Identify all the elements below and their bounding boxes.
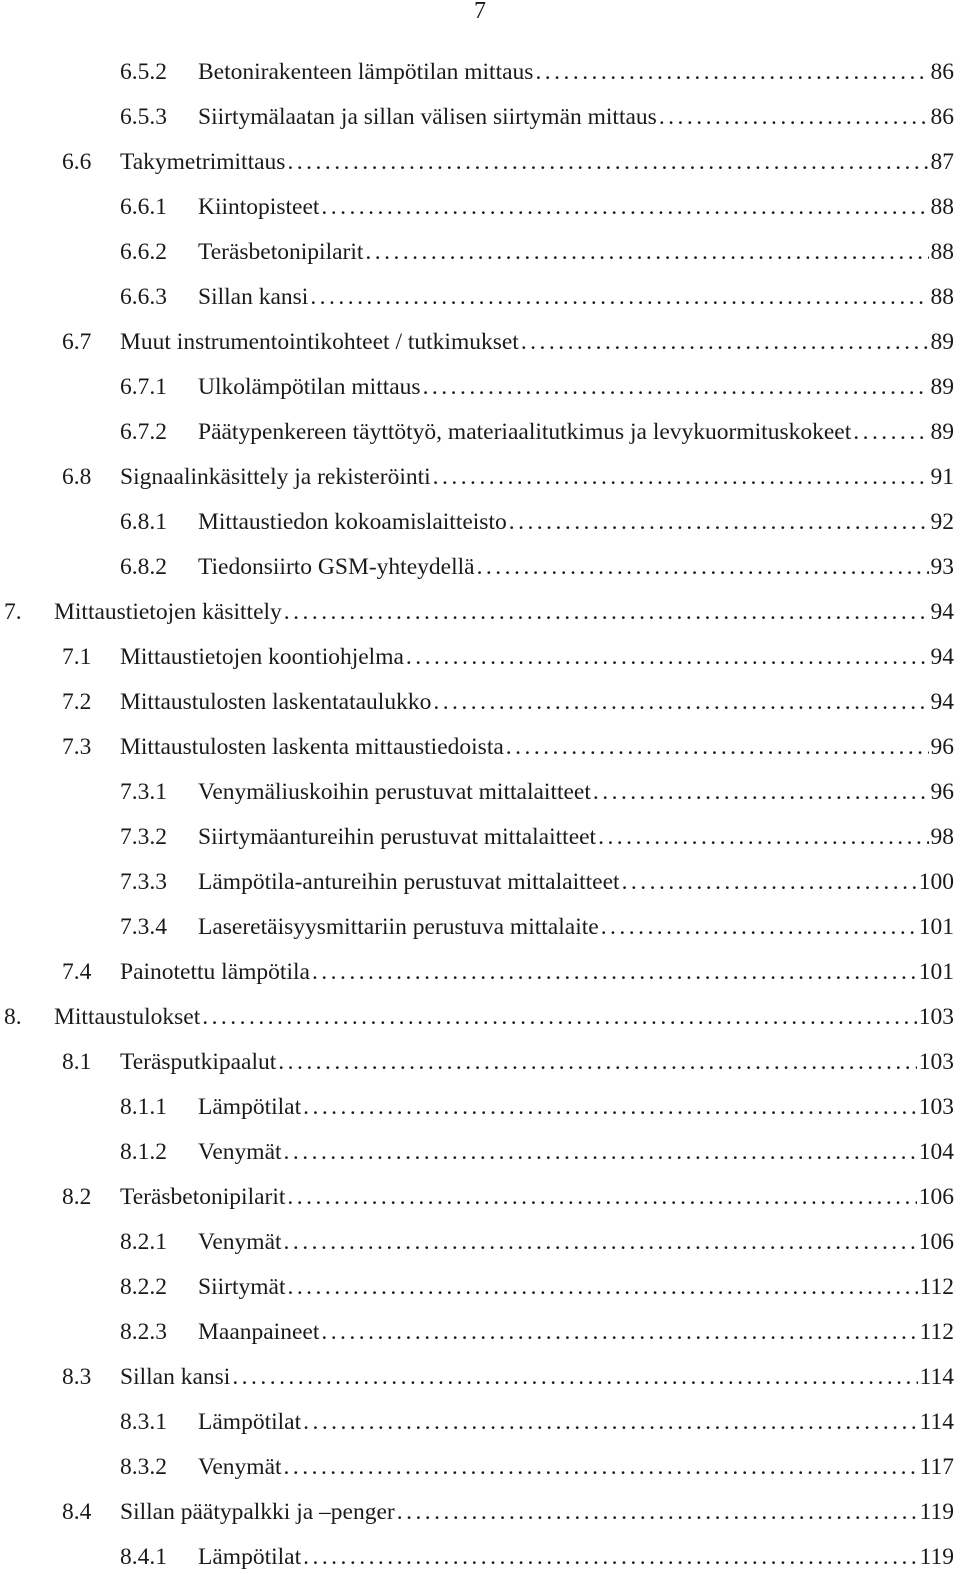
toc-entry-number: 6.7.1 [120, 374, 167, 400]
toc-entry-line [198, 817, 954, 857]
toc-entry[interactable] [0, 97, 960, 142]
toc-entry-number: 7.3.4 [120, 914, 167, 940]
toc-entry-number: 7.1 [62, 644, 92, 670]
toc-entry-page: 119 [919, 1544, 954, 1570]
toc-entry-number: 7.2 [62, 689, 92, 715]
toc-dot-leader [310, 277, 928, 317]
toc-dot-leader [622, 862, 917, 902]
toc-entry-title: Betonirakenteen lämpötilan mittaus [198, 59, 534, 85]
toc-entry-title: Signaalinkäsittely ja rekisteröinti [120, 464, 431, 490]
toc-entry-number: 8.3.2 [120, 1454, 167, 1480]
toc-entry-number: 8.3 [62, 1364, 92, 1390]
toc-entry-number: 8.1.2 [120, 1139, 167, 1165]
toc-dot-leader [303, 1402, 917, 1442]
toc-entry-line [198, 1132, 954, 1172]
toc-entry-number: 8.2.1 [120, 1229, 167, 1255]
toc-entry-number: 7.3.1 [120, 779, 167, 805]
toc-dot-leader [433, 457, 929, 497]
toc-entry[interactable] [0, 682, 960, 727]
toc-entry[interactable] [0, 412, 960, 457]
toc-entry-line [198, 367, 954, 407]
toc-entry-number: 6.6.3 [120, 284, 167, 310]
toc-entry-page: 117 [919, 1454, 954, 1480]
toc-dot-leader [284, 592, 929, 632]
toc-entry[interactable] [0, 1447, 960, 1492]
toc-entry-number: 6.6.2 [120, 239, 167, 265]
toc-entry-line [198, 502, 954, 542]
toc-dot-leader [284, 1132, 917, 1172]
toc-dot-leader [278, 1042, 916, 1082]
toc-entry[interactable] [0, 1132, 960, 1177]
toc-entry-line [198, 187, 954, 227]
toc-entry-title: Kiintopisteet [198, 194, 320, 220]
toc-entry[interactable] [0, 457, 960, 502]
toc-dot-leader [535, 52, 928, 92]
toc-entry-line [198, 1312, 954, 1352]
toc-entry-line [198, 97, 954, 137]
toc-entry-page: 100 [918, 869, 954, 895]
toc-entry[interactable] [0, 907, 960, 952]
toc-entry[interactable] [0, 1492, 960, 1537]
page-number: 7 [474, 0, 486, 24]
toc-entry[interactable] [0, 142, 960, 187]
toc-entry-title: Mittaustietojen koontiohjelma [120, 644, 404, 670]
toc-entry-title: Mittaustulokset [54, 1004, 201, 1030]
toc-entry-line [120, 322, 954, 362]
toc-entry[interactable] [0, 1042, 960, 1087]
toc-entry-number: 7.3.3 [120, 869, 167, 895]
toc-entry-title: Mittaustulosten laskentataulukko [120, 689, 432, 715]
toc-entry-page: 103 [918, 1049, 954, 1075]
toc-entry-page: 106 [918, 1229, 954, 1255]
toc-entry-title: Sillan päätypalkki ja –penger [120, 1499, 395, 1525]
toc-entry-page: 86 [930, 104, 954, 130]
table-of-contents [0, 52, 960, 1582]
toc-entry-line [54, 997, 954, 1037]
toc-entry-title: Siirtymälaatan ja sillan välisen siirtymän mittaus [198, 104, 657, 130]
toc-entry-line [198, 1222, 954, 1262]
toc-entry[interactable] [0, 592, 960, 637]
toc-entry-title: Venymät [198, 1139, 282, 1165]
toc-entry-title: Siirtymät [198, 1274, 286, 1300]
toc-entry-line [198, 1402, 954, 1442]
toc-entry-page: 88 [930, 239, 954, 265]
toc-entry-title: Takymetrimittaus [120, 149, 286, 175]
toc-entry-title: Tiedonsiirto GSM-yhteydellä [198, 554, 475, 580]
toc-dot-leader [601, 907, 917, 947]
toc-dot-leader [853, 412, 928, 452]
toc-entry-title: Mittaustietojen käsittely [54, 599, 282, 625]
toc-dot-leader [477, 547, 929, 587]
toc-entry[interactable] [0, 997, 960, 1042]
toc-entry[interactable] [0, 772, 960, 817]
toc-entry-title: Teräsputkipaalut [120, 1049, 277, 1075]
toc-entry-page: 114 [919, 1364, 954, 1390]
toc-entry[interactable] [0, 52, 960, 97]
toc-entry-page: 89 [930, 329, 954, 355]
toc-dot-leader [423, 367, 929, 407]
toc-entry-page: 112 [919, 1274, 954, 1300]
toc-entry-line [198, 1087, 954, 1127]
toc-entry-page: 96 [930, 734, 954, 760]
toc-entry-line [198, 52, 954, 92]
toc-entry-page: 88 [930, 284, 954, 310]
toc-entry[interactable] [0, 727, 960, 772]
toc-entry-line [120, 637, 954, 677]
toc-entry-number: 6.5.2 [120, 59, 167, 85]
toc-entry-page: 114 [919, 1409, 954, 1435]
toc-entry[interactable] [0, 322, 960, 367]
toc-entry-number: 8.2 [62, 1184, 92, 1210]
toc-dot-leader [659, 97, 929, 137]
toc-entry[interactable] [0, 1177, 960, 1222]
toc-entry-number: 8.4.1 [120, 1544, 167, 1570]
toc-dot-leader [365, 232, 928, 272]
toc-entry-title: Mittaustiedon kokoamislaitteisto [198, 509, 507, 535]
toc-entry[interactable] [0, 502, 960, 547]
toc-entry-number: 6.6.1 [120, 194, 167, 220]
toc-entry-page: 88 [930, 194, 954, 220]
toc-entry-line [54, 592, 954, 632]
toc-dot-leader [303, 1087, 917, 1127]
toc-entry-number: 7.3.2 [120, 824, 167, 850]
toc-entry[interactable] [0, 1267, 960, 1312]
toc-entry-title: Lämpötila-antureihin perustuvat mittalaitteet [198, 869, 620, 895]
toc-entry[interactable] [0, 637, 960, 682]
toc-entry-page: 103 [918, 1094, 954, 1120]
toc-dot-leader [284, 1222, 917, 1262]
toc-dot-leader [509, 502, 929, 542]
toc-dot-leader [506, 727, 929, 767]
toc-entry-line [120, 1042, 954, 1082]
toc-entry-line [120, 1357, 954, 1397]
toc-entry-page: 112 [919, 1319, 954, 1345]
toc-dot-leader [593, 772, 929, 812]
toc-entry-title: Venymät [198, 1229, 282, 1255]
toc-entry-page: 103 [918, 1004, 954, 1030]
toc-entry-number: 7.4 [62, 959, 92, 985]
toc-entry-title: Teräsbetonipilarit [198, 239, 364, 265]
toc-entry-line [120, 682, 954, 722]
toc-entry-line [198, 907, 954, 947]
toc-entry-title: Venymät [198, 1454, 282, 1480]
toc-entry-line [198, 277, 954, 317]
toc-entry-title: Maanpaineet [198, 1319, 320, 1345]
toc-entry-page: 98 [930, 824, 954, 850]
toc-entry-page: 86 [930, 59, 954, 85]
toc-dot-leader [321, 187, 928, 227]
toc-entry-title: Teräsbetonipilarit [120, 1184, 286, 1210]
toc-entry-line [120, 952, 954, 992]
toc-entry[interactable] [0, 367, 960, 412]
toc-dot-leader [287, 142, 928, 182]
toc-entry-title: Siirtymäantureihin perustuvat mittalaitteet [198, 824, 597, 850]
toc-entry-page: 94 [930, 599, 954, 625]
toc-entry-title: Muut instrumentointikohteet / tutkimukset [120, 329, 519, 355]
toc-entry-page: 93 [930, 554, 954, 580]
toc-entry[interactable] [0, 1222, 960, 1267]
toc-entry-number: 8.1.1 [120, 1094, 167, 1120]
toc-dot-leader [312, 952, 917, 992]
toc-entry-title: Sillan kansi [120, 1364, 231, 1390]
toc-entry-line [198, 862, 954, 902]
toc-entry-number: 8.4 [62, 1499, 92, 1525]
toc-entry-number: 7.3 [62, 734, 92, 760]
toc-dot-leader [521, 322, 929, 362]
toc-entry-title: Lämpötilat [198, 1094, 302, 1120]
toc-entry-title: Ulkolämpötilan mittaus [198, 374, 421, 400]
toc-entry-title: Lämpötilat [198, 1409, 302, 1435]
toc-entry-line [120, 1177, 954, 1217]
toc-entry[interactable] [0, 817, 960, 862]
toc-dot-leader [433, 682, 928, 722]
toc-entry-number: 8.2.3 [120, 1319, 167, 1345]
toc-entry-number: 7. [4, 599, 22, 625]
toc-dot-leader [287, 1267, 917, 1307]
toc-entry-title: Laseretäisyysmittariin perustuva mittalaite [198, 914, 599, 940]
toc-entry[interactable] [0, 232, 960, 277]
toc-entry-number: 6.5.3 [120, 104, 167, 130]
toc-entry-line [120, 1492, 954, 1532]
toc-dot-leader [284, 1447, 918, 1487]
toc-entry[interactable] [0, 1402, 960, 1447]
toc-entry-title: Painotettu lämpötila [120, 959, 310, 985]
toc-entry-line [120, 727, 954, 767]
toc-entry-number: 6.7.2 [120, 419, 167, 445]
toc-dot-leader [406, 637, 929, 677]
toc-entry-number: 6.7 [62, 329, 92, 355]
toc-entry-number: 8.1 [62, 1049, 92, 1075]
toc-entry-number: 6.8.2 [120, 554, 167, 580]
toc-entry-number: 6.6 [62, 149, 92, 175]
toc-entry-page: 101 [918, 914, 954, 940]
toc-entry-page: 87 [930, 149, 954, 175]
toc-entry-title: Venymäliuskoihin perustuvat mittalaitteet [198, 779, 591, 805]
toc-entry[interactable] [0, 1312, 960, 1357]
toc-entry[interactable] [0, 1357, 960, 1402]
toc-entry-page: 94 [930, 644, 954, 670]
toc-entry-page: 91 [930, 464, 954, 490]
toc-entry-number: 8.3.1 [120, 1409, 167, 1435]
toc-entry-page: 89 [930, 419, 954, 445]
toc-entry[interactable] [0, 187, 960, 232]
toc-entry-page: 92 [930, 509, 954, 535]
toc-entry-number: 8. [4, 1004, 22, 1030]
toc-entry-page: 89 [930, 374, 954, 400]
toc-entry-line [198, 1447, 954, 1487]
toc-entry-title: Mittaustulosten laskenta mittaustiedoista [120, 734, 504, 760]
toc-entry[interactable] [0, 862, 960, 907]
toc-entry-number: 8.2.2 [120, 1274, 167, 1300]
toc-entry-line [198, 1267, 954, 1307]
toc-dot-leader [321, 1312, 917, 1352]
toc-entry[interactable] [0, 1087, 960, 1132]
toc-entry-line [198, 1537, 954, 1577]
toc-entry-line [198, 772, 954, 812]
toc-dot-leader [202, 997, 917, 1037]
toc-entry-line [198, 547, 954, 587]
toc-entry[interactable] [0, 277, 960, 322]
toc-entry[interactable] [0, 952, 960, 997]
toc-dot-leader [598, 817, 928, 857]
toc-entry-page: 101 [918, 959, 954, 985]
toc-entry-title: Päätypenkereen täyttötyö, materiaalitutkimus ja levykuormituskokeet [198, 419, 852, 445]
toc-entry-title: Lämpötilat [198, 1544, 302, 1570]
toc-dot-leader [287, 1177, 916, 1217]
toc-entry-number: 6.8.1 [120, 509, 167, 535]
toc-dot-leader [303, 1537, 917, 1577]
toc-entry-title: Sillan kansi [198, 284, 309, 310]
toc-entry-line [198, 412, 954, 452]
toc-entry-page: 104 [918, 1139, 954, 1165]
toc-entry-page: 94 [930, 689, 954, 715]
toc-entry-line [120, 457, 954, 497]
toc-entry-page: 119 [919, 1499, 954, 1525]
toc-entry-page: 96 [930, 779, 954, 805]
toc-entry-line [198, 232, 954, 272]
toc-entry[interactable] [0, 547, 960, 592]
toc-entry[interactable] [0, 1537, 960, 1582]
toc-entry-number: 6.8 [62, 464, 92, 490]
toc-dot-leader [397, 1492, 918, 1532]
toc-entry-page: 106 [918, 1184, 954, 1210]
toc-entry-line [120, 142, 954, 182]
toc-dot-leader [232, 1357, 917, 1397]
